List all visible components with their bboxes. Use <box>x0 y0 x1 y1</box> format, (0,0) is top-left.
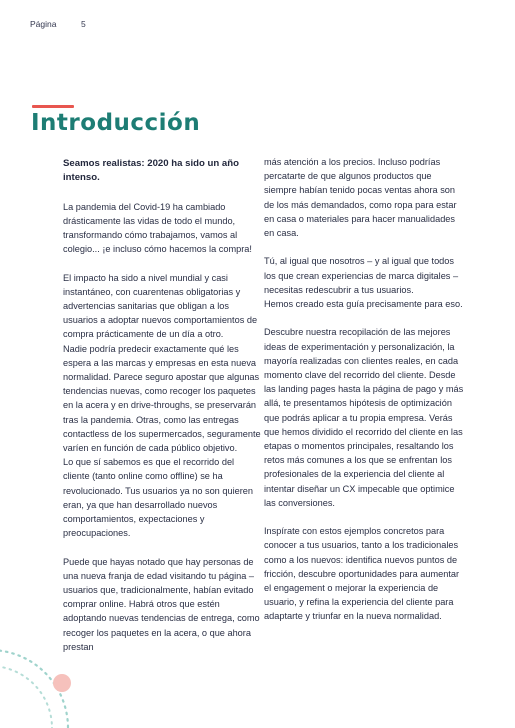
paragraph: La pandemia del Covid-19 ha cambiado drásticamente las vidas de todo el mundo, transformando cómo trabajamos, vamos al colegio... ¡e incluso cómo hacemos la compra! <box>63 201 252 255</box>
paragraph: Inspírate con estos ejemplos concretos para conocer a tus usuarios, tanto a los tradicionales como a los nuevos: identifica nuevos puntos de fricción, descubre oportunidades para aumentar el engagement o mejorar la experiencia de usuario, y refina la experiencia del cliente para adaptarte y triunfar en la nueva normalidad. <box>264 526 460 622</box>
title-accent-bar <box>32 105 74 108</box>
decorative-dotted-arcs <box>0 600 100 728</box>
page-title: Introducción <box>31 110 201 136</box>
paragraph: Lo que sí sabemos es que el recorrido del cliente (tanto online como offline) se ha revolucionado. Tus usuarios ya no son quieren eran, ya que han desarrollado nuevos comportamientos, expectaciones y preocupaciones. <box>63 457 253 539</box>
paragraph: Tú, al igual que nosotros – y al igual que todos los que crean experiencias de marca digitales – necesitas redescubrir a tus usuarios. <box>264 256 459 295</box>
lead-paragraph: Seamos realistas: 2020 ha sido un año intenso. <box>63 158 239 184</box>
paragraph: Nadie podría predecir exactamente qué les espera a las marcas y empresas en esta nueva normalidad. Parece seguro apostar que algunas tendencias nuevas, como recoger los paquetes en la acera y en drive-throughs, se preservarán tras la pandemia. Otras, como las entregas contactless de los supermercados, seguramente varíen en función de cada público objetivo. <box>63 343 261 454</box>
page-number: 5 <box>81 19 86 29</box>
left-column <box>63 157 261 654</box>
page-header <box>30 19 86 29</box>
dotted-arc-inner <box>0 666 52 728</box>
right-column <box>264 155 464 624</box>
paragraph: Descubre nuestra recopilación de las mejores ideas de experimentación y personalización, la mayoría realizadas con clientes reales, en cada momento clave del recorrido del cliente. Desde las landing pages hasta la página de pago y más allá, te presentamos hipótesis de optimización que podrás aplicar a tu propia empresa. Verás que hemos dividido el recorrido del cliente en las etapas o momentos principales, resaltando los retos más comunes a los que se enfrentan los profesionales de la experiencia del cliente al intentar diseñar un CX impecable que optimice las conversiones. <box>264 327 464 508</box>
paragraph: El impacto ha sido a nivel mundial y casi instantáneo, con cuarentenas obligatorias y advertencias sanitarias que obligan a los usuarios a adoptar nuevos comportamientos de compra prácticamente de un día a otro. <box>63 272 258 340</box>
paragraph: más atención a los precios. Incluso podrías percatarte de que algunos productos que siempre habían tenido pocas ventas ahora son de los más demandados, como ropa para estar en casa o materiales para hacer manualidades en casa. <box>264 157 457 239</box>
paragraph: Puede que hayas notado que hay personas de una nueva franja de edad visitando tu página – usuarios que, tradicionalmente, habían evitado comprar online. Habrá otros que estén adoptando nuevas tendencias de entrega, como recoger los paquetes en la acera, o que ahora prestan <box>63 556 260 652</box>
paragraph: Hemos creado esta guía precisamente para eso. <box>264 299 463 310</box>
accent-dot <box>53 674 71 692</box>
page-label: Página <box>30 19 57 29</box>
